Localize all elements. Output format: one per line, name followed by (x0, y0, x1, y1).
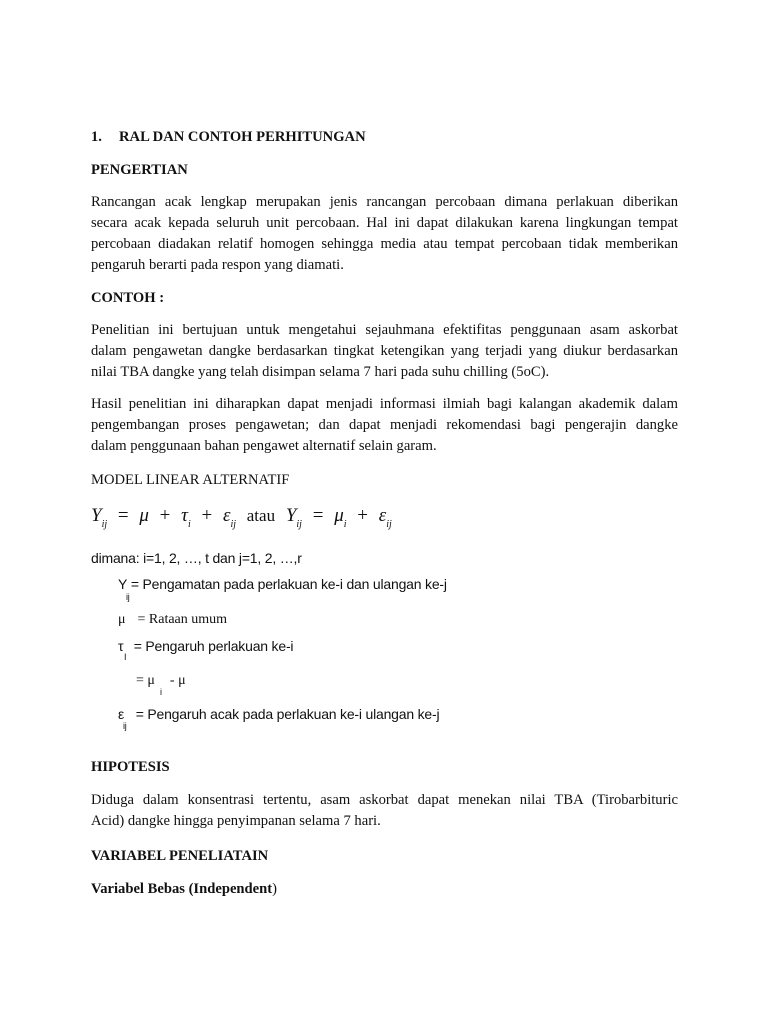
heading-number: 1. (91, 129, 102, 145)
paragraph-line: percobaan diadakan relatif homogen sehingga media atau tempat percobaan tidak memberikan (91, 236, 678, 252)
def-tau (118, 638, 293, 654)
formula-sub: ij (101, 519, 108, 530)
paragraph-line: Rancangan acak lengkap merupakan jenis rancangan percobaan dimana perlakuan diberikan (91, 194, 678, 210)
variabel-title: VARIABEL PENELIATAIN (91, 848, 269, 864)
formula-mu: μ (334, 505, 344, 526)
contoh-paragraph-1 (91, 320, 678, 383)
paragraph-line: dalam pengawetan dangke berdasarkan tingkat ketengikan yang terjadi yang diukur berdasarkan (91, 343, 678, 359)
pengertian-title: PENGERTIAN (91, 162, 188, 178)
contoh-title: CONTOH : (91, 290, 165, 306)
def-tau-subscript: I (124, 652, 127, 662)
def-eps-text: = Pengaruh acak pada perlakuan ke-i ulangan ke-j (135, 706, 440, 722)
formula-op: + (357, 505, 368, 526)
formula-sub: i (187, 519, 191, 530)
formula-eps: ε (378, 505, 387, 526)
def-eps-subscript: ij (123, 721, 127, 731)
paragraph-line: Acid) dangke hingga penyimpanan selama 7 hari. (91, 813, 381, 829)
def-y-text: = Pengamatan pada perlakuan ke-i dan ulangan ke-j (130, 576, 447, 592)
pengertian-paragraph (91, 192, 678, 276)
paragraph-line: dalam penggunaan bahan pengawet alternatif selain garam. (91, 438, 437, 454)
heading-text: RAL DAN CONTOH PERHITUNGAN (119, 129, 366, 145)
formula-sub: ij (386, 519, 392, 530)
formula-y: Y (91, 505, 102, 526)
hipotesis-title: HIPOTESIS (91, 759, 170, 775)
formula-op: = (312, 505, 324, 526)
def-mu-text: = Rataan umum (137, 612, 228, 627)
formula-tau: τ (181, 505, 188, 526)
def-y (118, 576, 447, 592)
contoh-paragraph-2 (91, 394, 678, 457)
def-y-subscript: ij (126, 592, 130, 602)
paragraph-line: Penelitian ini bertujuan untuk mengetahui sejauhmana efektifitas penggunaan asam askorbat (91, 322, 678, 338)
formula-atau: atau (246, 506, 276, 525)
def-tau-eq-pre: = μ (136, 673, 155, 688)
def-mu (118, 612, 227, 628)
formula-op: + (201, 505, 213, 526)
def-eps-symbol: ε (118, 706, 125, 722)
variabel-bebas-heading (91, 879, 678, 900)
paragraph-line: pengembangan proses pengawetan; dan dapat menjadi rekomendasi bagi pengerajin dangke (91, 417, 678, 433)
formula-y: Y (285, 505, 297, 526)
def-y-symbol: Y (118, 576, 128, 592)
formula-mu: μ (139, 505, 149, 526)
dimana-line: dimana: i=1, 2, …, t dan j=1, 2, …,r (91, 550, 302, 566)
def-eps (118, 706, 439, 722)
formula-eps: ε (222, 505, 231, 526)
hipotesis-paragraph (91, 790, 678, 832)
formula-sub: ij (296, 519, 302, 530)
def-tau-text: = Pengaruh perlakuan ke-i (133, 638, 294, 654)
linear-model-formula (91, 505, 392, 530)
paragraph-line: Hasil penelitian ini diharapkan dapat menjadi informasi ilmiah bagi kalangan akademik dalam (91, 396, 678, 412)
section-heading-1 (91, 127, 678, 148)
model-title: MODEL LINEAR ALTERNATIF (91, 472, 290, 488)
def-tau-symbol: τ (118, 638, 124, 654)
variabel-bebas-close: ) (272, 881, 277, 897)
formula-sub: i (343, 519, 347, 530)
paragraph-line: pengaruh berarti pada respon yang diamati. (91, 257, 344, 273)
def-mu-symbol: μ (118, 612, 126, 627)
paragraph-line: secara acak kepada seluruh unit percobaan. Hal ini dapat dilakukan karena lingkungan tempat (91, 215, 678, 231)
formula-op: + (159, 505, 171, 526)
formula-sub: ij (230, 519, 236, 530)
variabel-bebas-label: Variabel Bebas (Independent (91, 881, 273, 897)
paragraph-line: nilai TBA dangke yang telah disimpan selama 7 hari pada suhu chilling (5oC). (91, 364, 550, 380)
paragraph-line: Diduga dalam konsentrasi tertentu, asam askorbat dapat menekan nilai TBA (Tirobarbituric (91, 792, 678, 808)
def-tau-eq-post: - μ (169, 673, 186, 688)
formula-op: = (117, 505, 129, 526)
def-tau-eq-subscript: i (160, 687, 162, 697)
